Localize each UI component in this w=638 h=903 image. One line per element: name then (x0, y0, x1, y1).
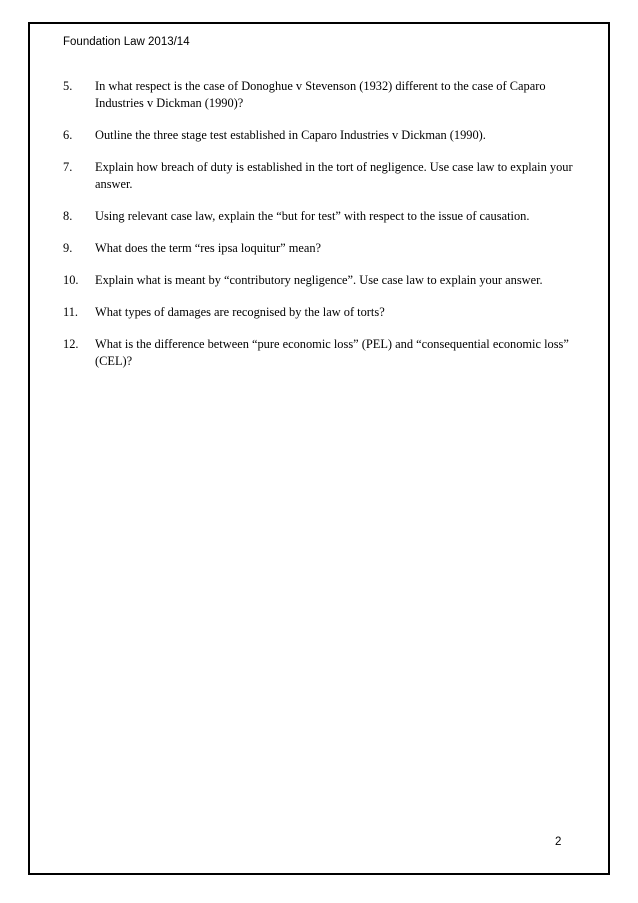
question-item (63, 272, 573, 289)
question-item (63, 336, 573, 370)
question-number: 8. (63, 209, 73, 223)
question-list (63, 78, 573, 385)
question-number: 5. (63, 79, 73, 93)
question-item (63, 304, 573, 321)
question-text: Explain what is meant by “contributory negligence”. Use case law to explain your answer. (95, 273, 543, 287)
question-item (63, 240, 573, 257)
question-number: 10. (63, 273, 79, 287)
question-text: Explain how breach of duty is established in the tort of negligence. Use case law to explain your answer. (95, 160, 573, 191)
question-item (63, 127, 573, 144)
question-number: 7. (63, 160, 73, 174)
page-number: 2 (555, 836, 562, 848)
question-text: What is the difference between “pure economic loss” (PEL) and “consequential economic loss” (CEL)? (95, 337, 569, 368)
question-text: What types of damages are recognised by the law of torts? (95, 305, 385, 319)
question-text: Using relevant case law, explain the “but for test” with respect to the issue of causation. (95, 209, 530, 223)
question-number: 9. (63, 241, 73, 255)
question-text: In what respect is the case of Donoghue v Stevenson (1932) different to the case of Caparo Industries v Dickman (1990)? (95, 79, 546, 110)
question-number: 11. (63, 305, 79, 319)
question-text: What does the term “res ipsa loquitur” mean? (95, 241, 322, 255)
question-number: 6. (63, 128, 73, 142)
question-number: 12. (63, 337, 79, 351)
question-item (63, 208, 573, 225)
question-item (63, 78, 573, 112)
running-header: Foundation Law 2013/14 (63, 36, 190, 48)
question-text: Outline the three stage test established in Caparo Industries v Dickman (1990). (95, 128, 486, 142)
question-item (63, 159, 573, 193)
